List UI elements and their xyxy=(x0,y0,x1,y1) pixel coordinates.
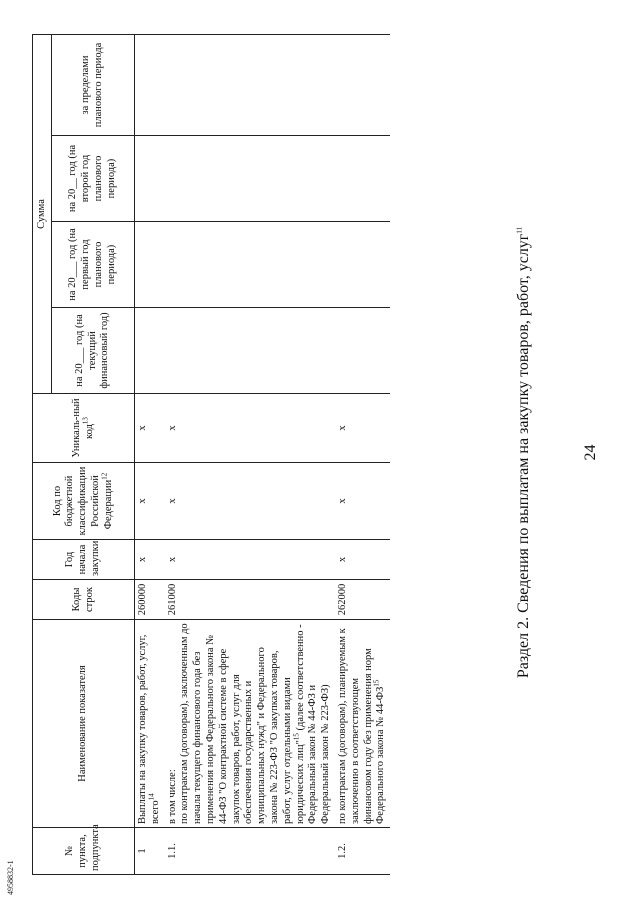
row-unique-code: x xyxy=(335,394,390,463)
row-kbk: x xyxy=(335,463,390,540)
row-detail-text-b: (далее соответственно - Федеральный закон № 44-ФЗ и Федеральный закон № 223-ФЗ) xyxy=(294,624,332,824)
table-row xyxy=(335,34,390,874)
row-kbk: x xyxy=(135,463,165,540)
row-sum-first xyxy=(135,222,165,308)
header-uniq-text: Уникаль-ный код xyxy=(70,398,95,458)
row-unique-code: x xyxy=(135,394,165,463)
row-name xyxy=(165,620,335,828)
row-kbk: x xyxy=(165,463,335,540)
row-number: 1 xyxy=(135,828,165,875)
header-sum-beyond-plan: за пределами планового периода xyxy=(52,34,135,135)
row-name-footnote: 15 xyxy=(372,679,381,687)
row-year: x xyxy=(135,540,165,580)
section-title xyxy=(515,0,533,905)
row-code: 260000 xyxy=(135,580,165,620)
page-number: 24 xyxy=(582,444,599,461)
row-name-text: по контрактам (договорам), планируемым к заключению в соответствующем финансовом году без применения норм Федерального закона № 44-ФЗ xyxy=(336,628,387,824)
header-uniq-footnote: 13 xyxy=(81,417,89,425)
row-code: 261000 xyxy=(165,580,335,620)
section-title-text: Раздел 2. Сведения по выплатам на закупку товаров, работ, услуг xyxy=(515,233,532,679)
row-name-text: в том числе: xyxy=(166,769,178,824)
row-detail-footnote: 15 xyxy=(292,733,301,741)
header-sum-current-year: на 20___ год (на текущий финансовый год) xyxy=(52,308,135,394)
row-detail-text-a: по контрактам (договорам), заключенным до начала текущего финансового года без применения норм Федерального закона № 44-ФЗ "О контрактной системе в сфере закупок товаров, работ, услуг для обеспечения государственных и муниципальных нужд" и Федерального закона № 223-ФЗ "О закупках товаров, работ, услуг отдельными видами юридических лиц" xyxy=(179,623,306,824)
row-sum-current xyxy=(165,308,335,394)
row-sum-second xyxy=(135,136,165,222)
header-sum: Сумма xyxy=(33,34,52,393)
row-year: x xyxy=(335,540,390,580)
payments-table xyxy=(32,34,390,875)
row-name xyxy=(335,620,390,828)
row-code: 262000 xyxy=(335,580,390,620)
row-name xyxy=(135,620,165,828)
header-row-codes: Коды строк xyxy=(33,580,135,620)
header-indicator-name: Наименование показателя xyxy=(33,620,135,828)
row-unique-code: x xyxy=(165,394,335,463)
row-sum-current xyxy=(335,308,390,394)
row-sum-second xyxy=(335,136,390,222)
header-kbk-text: Код по бюджетной классификации Российской Федерации xyxy=(51,466,114,536)
row-sum-beyond xyxy=(335,34,390,135)
row-year: x xyxy=(165,540,335,580)
header-sum-second-plan-year: на 20__ год (на второй год планового периода) xyxy=(52,136,135,222)
header-sum-first-plan-year: на 20___ год (на первый год планового периода) xyxy=(52,222,135,308)
row-sum-first xyxy=(335,222,390,308)
row-name-footnote: 14 xyxy=(147,793,156,801)
header-purchase-start-year: Год начала закупки xyxy=(33,540,135,580)
row-sum-beyond xyxy=(165,34,335,135)
row-detail xyxy=(179,623,333,824)
row-number: 1.2. xyxy=(335,828,390,875)
table-row xyxy=(165,34,335,874)
row-sum-beyond xyxy=(135,34,165,135)
row-sum-second xyxy=(165,136,335,222)
table-row xyxy=(135,34,165,874)
row-sum-current xyxy=(135,308,165,394)
row-name-text: Выплаты на закупку товаров, работ, услуг, всего xyxy=(137,634,161,824)
document-code: 4958832-1 xyxy=(6,860,15,895)
header-unique-code xyxy=(33,394,135,463)
header-budget-classification-code xyxy=(33,463,135,540)
row-number: 1.1. xyxy=(165,828,335,875)
header-kbk-footnote: 12 xyxy=(100,472,109,480)
section-title-footnote: 11 xyxy=(515,226,524,234)
header-item-number: № пункта, подпункта xyxy=(33,828,135,875)
row-sum-first xyxy=(165,222,335,308)
